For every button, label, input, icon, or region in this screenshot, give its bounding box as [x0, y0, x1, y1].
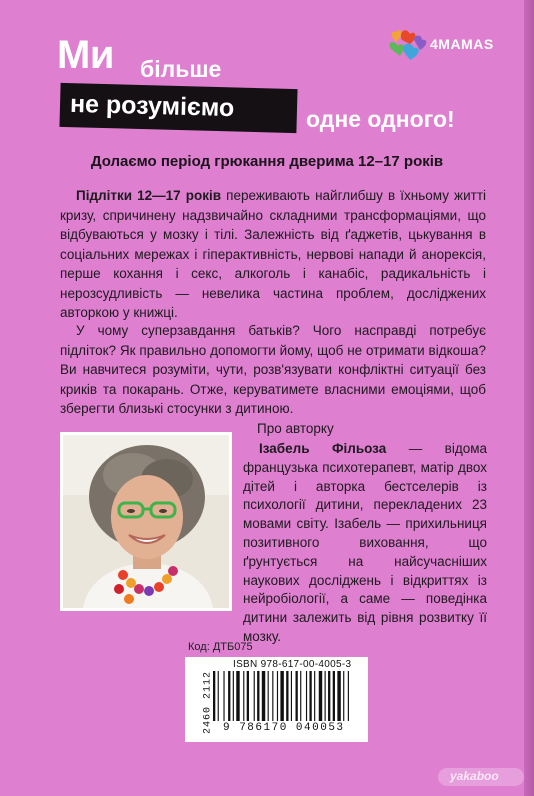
barcode-bar — [223, 671, 224, 721]
barcode-bar — [277, 671, 278, 721]
barcode-bar — [333, 671, 335, 721]
barcode-bar — [300, 671, 301, 721]
headline-tail: одне одного! — [306, 106, 455, 132]
headline-word-1: Ми — [57, 33, 114, 77]
barcode-bar — [286, 671, 288, 721]
barcode-bar — [254, 671, 255, 721]
barcode-bar — [272, 671, 273, 721]
barcode-bar — [228, 671, 230, 721]
headline-boxed-text: не розуміємо — [69, 89, 235, 123]
description-bold-lead: Підлітки 12—17 років — [76, 188, 222, 203]
ean-number: 9 786170 040053 — [223, 722, 345, 734]
book-subtitle: Долаємо період грюкання дверима 12–17 років — [90, 153, 444, 170]
book-spine-edge — [524, 0, 534, 796]
isbn-number: ISBN 978-617-00-4005-3 — [233, 659, 352, 670]
barcode-bar — [306, 671, 307, 721]
barcode-bar — [343, 671, 344, 721]
barcode-bar — [337, 671, 340, 721]
headline-word-2: більше — [140, 56, 222, 82]
barcode-bar — [236, 671, 239, 721]
barcode-bar — [243, 671, 244, 721]
barcode-bar — [257, 671, 259, 721]
barcode-bar — [314, 671, 315, 721]
barcode-bar — [348, 671, 349, 721]
barcode-bar — [280, 671, 283, 721]
author-name: Ізабель Фільоза — [259, 441, 387, 456]
barcode-bar — [309, 671, 311, 721]
barcode-bar — [233, 671, 234, 721]
barcode-bar — [328, 671, 330, 721]
watermark-text: yakaboo — [450, 769, 499, 783]
barcode-side-number: 2460 2112 — [202, 671, 214, 735]
barcode-bar — [296, 671, 298, 721]
barcode-bar — [325, 671, 326, 721]
description-p2-text: У чому суперзавдання батьків? Чого насправді потребує підліток? Як правильно допомогти йому, щоб не отримати відкоша? Ви навчитеся розуміти, чути, розв'язувати конфліктні ситуації без криків та покарань. Отже, керуватимете власними емоціями, щоб зберегти близькі стосунки з дитиною. — [60, 323, 486, 416]
barcode-bar — [291, 671, 292, 721]
product-code: Код: ДТБ075 — [188, 641, 253, 653]
author-bio-text: — відома французька психотерапевт, матір двох дітей і авторка бестселерів із психології дитини, перекладених 23 мовами світу. Ізабель — прихильниця позитивного виховання, що ґрунтується на найсучасніших наукових досліджень і відкриттях із нейробіології, а саме — поведінка дитини залежить від рівня розвитку її мозку. — [243, 441, 487, 644]
about-author-heading: Про авторку — [257, 421, 334, 436]
description-paragraph-1 — [60, 186, 486, 323]
barcode-bar — [218, 671, 219, 721]
author-photo — [60, 432, 232, 611]
barcode-bar — [268, 671, 269, 721]
publisher-logo-text: 4MAMAS — [430, 36, 494, 52]
description-p1-text: переживають найглибшу в їхньому житті кризу, спричинену надзвичайно складними трансформаціями, що відбуваються у мозку і тілі. Залежність від ґаджетів, цькування в соціальних мережах і гіперактивність, нервові напади й анорексія, перше кохання і секс, алкоголь і канабіс, радикальність і нерозсудливість — невелика частина проблем, досліджених авторкою у книжці. — [60, 188, 486, 320]
heart-cluster-icon — [390, 30, 427, 60]
description-paragraph-2 — [60, 321, 486, 419]
author-bio — [243, 440, 487, 647]
barcode-bar — [247, 671, 249, 721]
barcode-bar — [262, 671, 265, 721]
barcode-bar — [319, 671, 322, 721]
author-portrait-illustration — [63, 435, 229, 608]
